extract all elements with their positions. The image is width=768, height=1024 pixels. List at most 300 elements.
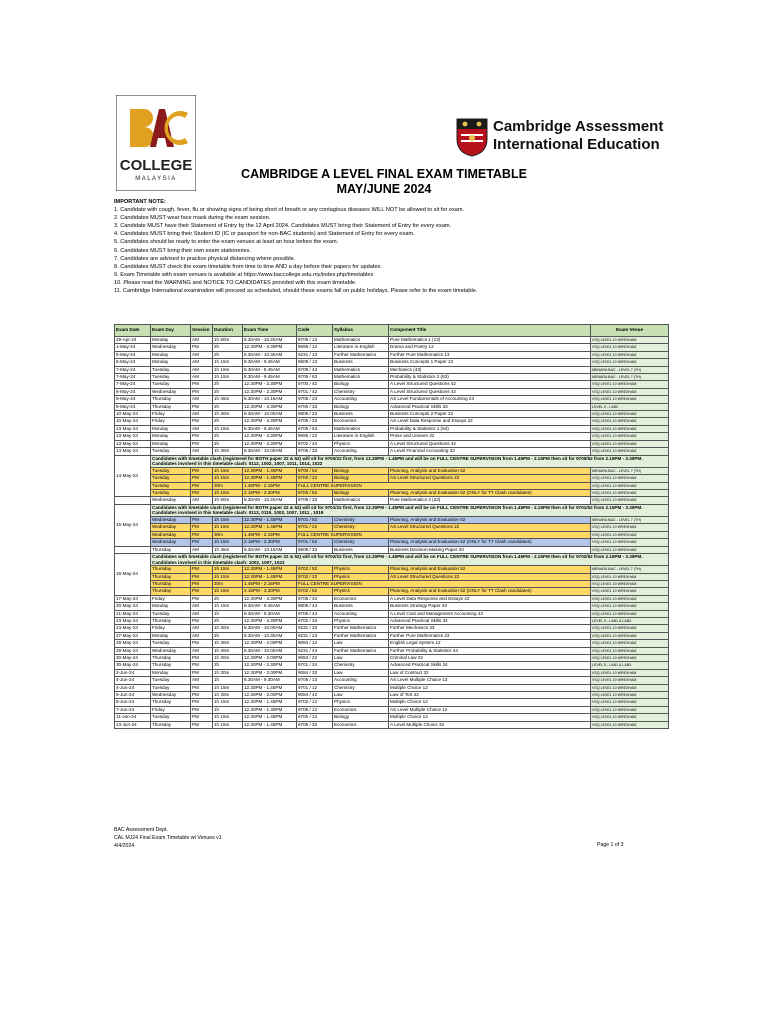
table-cell: 9231 / 13 <box>297 351 333 358</box>
clash-row <box>115 531 669 538</box>
table-cell: Thursday <box>151 588 191 595</box>
table-cell: Tuesday <box>151 467 191 474</box>
table-cell: A Level Structured Questions 42 <box>389 388 591 395</box>
table-cell: Pure Mathematics 1 (13) <box>389 337 591 344</box>
table-cell: 2h <box>213 440 243 447</box>
table-cell: 9695 / 12 <box>297 344 333 351</box>
table-cell: AS Level Multiple Choice 13 <box>389 677 591 684</box>
table-cell: VSQ LEVEL 10 WREXHAM <box>591 714 669 721</box>
note-item: 11. Cambridge International examination will proceed as scheduled, should these exams fall on public holidays. Please refer to the exam timetable. <box>114 288 478 295</box>
note-item: 1. Candidate with cough, fever, flu or showing signs of being short of breath or any contagious diseases WILL NOT be allowed to sit for exam. <box>114 207 465 214</box>
table-cell: PM <box>191 588 213 595</box>
table-cell: Further Pure Mathematics 23 <box>389 632 591 639</box>
table-cell: A Level Cost and Management Accounting 43 <box>389 610 591 617</box>
table-row <box>115 625 669 632</box>
table-cell: AM <box>191 396 213 403</box>
table-cell: AM <box>191 374 213 381</box>
table-cell: Wednesday <box>151 516 191 523</box>
table-cell: 2h <box>213 662 243 669</box>
table-row <box>115 617 669 624</box>
table-cell: FULL CENTRE SUPERVISION <box>297 531 591 538</box>
table-cell: VSQ LEVEL 10 WREXHAM <box>591 351 669 358</box>
table-cell: 1h 15m <box>213 516 243 523</box>
table-cell: VSQ LEVEL 10 WREXHAM <box>591 448 669 455</box>
table-cell: Candidates with timetable clash (registered for BOTH paper 22 & 52) will sit for 9702/22 first, from 12.30PM - 1.45PM and will be on FULL CENTRE SUPERVISION from 1.45PM - 2.15PM then sit for 9702/52 from 2.15PM - 3.30PM. Candidates involved in this timetable clash: 1002, 1007, 1022 <box>151 553 669 565</box>
table-cell: Thursday <box>151 662 191 669</box>
table-cell: VSQ LEVEL 10 WREXHAM <box>591 489 669 496</box>
table-cell: 8.30AM - 10.00AM <box>243 647 297 654</box>
table-cell: 28-May-24 <box>115 640 151 647</box>
table-cell: 9609 / 23 <box>297 411 333 418</box>
table-cell: Tuesday <box>151 482 191 489</box>
table-cell: Monday <box>151 337 191 344</box>
table-cell: 12.30PM - 2.30PM <box>243 433 297 440</box>
table-cell: PM <box>191 531 213 538</box>
table-cell: 12.30PM - 2.00PM <box>243 655 297 662</box>
table-cell: Tuesday <box>151 366 191 373</box>
table-cell: 1.45PM - 2.15PM <box>243 482 297 489</box>
table-cell: 9709 / 43 <box>297 366 333 373</box>
table-cell: 8.30AM - 9.30AM <box>243 610 297 617</box>
table-cell: 1h 30m <box>213 692 243 699</box>
table-cell: Wednesday <box>151 388 191 395</box>
table-cell: 8.30AM - 9.45AM <box>243 374 297 381</box>
table-cell: Friday <box>151 411 191 418</box>
table-cell: 12.30PM - 1.30PM <box>243 706 297 713</box>
table-cell: Further Mechanics 33 <box>389 625 591 632</box>
table-cell: 9231 / 43 <box>297 647 333 654</box>
table-cell: PM <box>191 692 213 699</box>
table-row <box>115 546 669 553</box>
table-cell: PM <box>191 489 213 496</box>
table-cell: 8.30AM - 9.45AM <box>243 366 297 373</box>
table-cell: 9701 / 34 <box>297 662 333 669</box>
table-cell: Business <box>333 411 389 418</box>
table-cell: FULL CENTRE SUPERVISION <box>297 580 591 587</box>
table-cell: 30m <box>213 482 243 489</box>
table-row <box>115 396 669 403</box>
table-cell: VSQ LEVEL 10 WREXHAM <box>591 595 669 602</box>
table-cell: AM <box>191 647 213 654</box>
footer-date: 4/4/2024 <box>114 843 135 849</box>
table-cell: Business <box>333 359 389 366</box>
table-cell: PM <box>191 516 213 523</box>
table-cell: Physics <box>333 699 389 706</box>
table-cell: AM <box>191 337 213 344</box>
table-cell: A Level Financial Accounting 33 <box>389 448 591 455</box>
table-cell: A Level Structured Questions 42 <box>389 440 591 447</box>
table-cell: VSQ LEVEL 10 WREXHAM <box>591 706 669 713</box>
logo-country-text: MALAYSIA <box>135 176 177 182</box>
table-cell: 1.45PM - 2.15PM <box>243 580 297 587</box>
table-cell: Thursday <box>151 566 191 573</box>
cambridge-crest-icon <box>455 117 489 157</box>
table-cell: 7-May-24 <box>115 366 151 373</box>
table-cell: 9708 / 42 <box>297 595 333 602</box>
table-cell: 9700 / 52 <box>297 467 333 474</box>
footer <box>114 826 222 850</box>
table-cell: Advanced Practical Skills 33 <box>389 403 591 410</box>
table-cell: 12.30PM - 2.00PM <box>243 640 297 647</box>
table-cell: 1h 15m <box>213 566 243 573</box>
table-cell: Tuesday <box>151 381 191 388</box>
table-cell: 9702 / 42 <box>297 440 333 447</box>
table-cell: VSQ LEVEL 10 WREXHAM <box>591 632 669 639</box>
table-cell: AM <box>191 497 213 504</box>
table-cell: VSQ LEVEL 10 WREXHAM <box>591 610 669 617</box>
table-cell: A Level Multiple Choice 32 <box>389 721 591 728</box>
table-cell: VSQ LEVEL 10 WREXHAM <box>591 440 669 447</box>
table-cell: Law of Contract 32 <box>389 669 591 676</box>
table-cell: 12.30PM - 2.30PM <box>243 381 297 388</box>
table-cell: 9084 / 42 <box>297 692 333 699</box>
table-cell: 1h 15m <box>213 524 243 531</box>
table-cell: 1h 30m <box>213 625 243 632</box>
cambridge-line2: International Education <box>493 136 660 153</box>
table-cell: PM <box>191 467 213 474</box>
table-cell: 1h 15m <box>213 425 243 432</box>
table-cell: VSQ LEVEL 10 WREXHAM <box>591 546 669 553</box>
table-cell: Candidates with timetable clash (registered for BOTH paper 22 & 52) will sit for 9701/22 first, from 12.30PM - 1.45PM and will be on FULL CENTRE SUPERVISION from 1.45PM - 2.15PM then sit for 9701/52 from 2.15PM - 3.30PM. Candidates involved in this timetable clash: 0113, 0119, 1002, 1007, 1011 , 1019 <box>151 504 669 516</box>
table-cell: PM <box>191 714 213 721</box>
table-cell: Monday <box>151 359 191 366</box>
table-cell: 14-May-24 <box>115 448 151 455</box>
table-row <box>115 706 669 713</box>
table-row <box>115 366 669 373</box>
table-cell: 9708 / 12 <box>297 706 333 713</box>
table-cell: 1h 30m <box>213 640 243 647</box>
table-cell: 13-May-24 <box>115 440 151 447</box>
table-cell: Advanced Practical Skills 34 <box>389 617 591 624</box>
clash-row <box>115 467 669 474</box>
table-cell: Thursday <box>151 396 191 403</box>
table-cell: 12.30PM - 1.45PM <box>243 684 297 691</box>
table-cell: Mathematics <box>333 497 389 504</box>
table-row <box>115 433 669 440</box>
table-cell: VSQ LEVEL 10 WREXHAM <box>591 344 669 351</box>
table-cell: Tuesday <box>151 677 191 684</box>
table-cell: AM <box>191 411 213 418</box>
clash-row <box>115 482 669 489</box>
table-cell: AS Level Fundamentals of Accounting 23 <box>389 396 591 403</box>
table-cell: Tuesday <box>151 684 191 691</box>
table-cell: 1h 15m <box>213 699 243 706</box>
table-cell: 1h 15m <box>213 573 243 580</box>
table-cell: 2.15PM - 3.30PM <box>243 489 297 496</box>
page-title: CAMBRIDGE A LEVEL FINAL EXAM TIMETABLE <box>241 167 527 181</box>
table-cell: VSQ LEVEL 10 WREXHAM <box>591 677 669 684</box>
table-cell: Chemistry <box>333 539 389 546</box>
table-cell: 9701 / 52 <box>297 539 333 546</box>
table-cell: VSQ LEVEL 10 WREXHAM <box>591 418 669 425</box>
table-cell: 12.30PM - 1.45PM <box>243 699 297 706</box>
table-cell: Business Decision-Making Paper 33 <box>389 546 591 553</box>
table-cell: Business Strategy Paper 43 <box>389 603 591 610</box>
table-cell: Monday <box>151 440 191 447</box>
table-row <box>115 411 669 418</box>
table-cell: 15-May-24 <box>115 497 151 504</box>
table-cell: Planning, Analysis and Evaluation 52 (ONLY for TT Clash candidates) <box>389 588 591 595</box>
table-cell: 9701 / 22 <box>297 524 333 531</box>
table-cell: 1h 15m <box>213 721 243 728</box>
table-cell: 9609 / 43 <box>297 603 333 610</box>
table-cell: 9708 / 22 <box>297 418 333 425</box>
table-cell: 9231 / 33 <box>297 625 333 632</box>
table-cell: 6-Jun-24 <box>115 699 151 706</box>
table-cell: PM <box>191 655 213 662</box>
table-cell: VSQ LEVEL 10 WREXHAM <box>591 588 669 595</box>
table-cell: 16-May-24 <box>115 553 151 595</box>
table-cell: Tuesday <box>151 374 191 381</box>
note-item: 4. Candidates MUST bring their Student ID (IC or passport for non-BAC students) and Statement of Entry for every exam. <box>114 231 415 238</box>
table-cell: 9702 / 52 <box>297 566 333 573</box>
col-header: Component Title <box>389 325 591 337</box>
table-cell: Candidates with timetable clash (registered for BOTH paper 22 & 52) will sit for 9700/22 first, from 12.30PM - 1.45PM and will be on FULL CENTRE SUPERVISION from 1.45PM - 2.15PM then sit for 9700/52 from 2.15PM - 3.30PM. Candidates involved in this timetable clash: 0112, 1002, 1007, 1011, 1014, 1022 <box>151 455 669 467</box>
table-cell: MENARA BAC - LEVEL 7 (TH) <box>591 366 669 373</box>
notes-header: IMPORTANT NOTE: <box>114 199 166 205</box>
table-cell: 1h 30m <box>213 655 243 662</box>
table-cell: 1h 45m <box>213 396 243 403</box>
table-cell: 20-May-24 <box>115 603 151 610</box>
table-cell: Law <box>333 692 389 699</box>
exam-timetable <box>114 324 669 729</box>
table-cell: Planning, Analysis and Evaluation 52 <box>389 467 591 474</box>
note-item: 10. Please read the WARNING and NOTICE TO CANDIDATES provided with this exam timetable. <box>114 279 357 286</box>
table-cell: Pure Mathematics 3 (33) <box>389 497 591 504</box>
table-cell: 12.30PM - 2.30PM <box>243 595 297 602</box>
table-cell: 12.30PM - 1.45PM <box>243 721 297 728</box>
note-item: 7. Candidates are advised to practice physical distancing where possible. <box>114 255 296 262</box>
table-cell: Biology <box>333 475 389 482</box>
table-cell: AM <box>191 632 213 639</box>
col-header: Session <box>191 325 213 337</box>
table-cell: Economics <box>333 706 389 713</box>
table-cell: 9706 / 13 <box>297 677 333 684</box>
table-cell: Monday <box>151 603 191 610</box>
table-cell: 1h 15m <box>213 489 243 496</box>
table-cell: 9702 / 12 <box>297 699 333 706</box>
table-cell: Biology <box>333 489 389 496</box>
timetable-body <box>115 337 669 729</box>
table-cell: Further Mathematics <box>333 625 389 632</box>
table-cell: 9702 / 34 <box>297 617 333 624</box>
table-cell: Accounting <box>333 610 389 617</box>
table-cell: 9-May-24 <box>115 403 151 410</box>
table-cell: 10-May-24 <box>115 418 151 425</box>
clash-row <box>115 580 669 587</box>
table-cell: 9709 / 53 <box>297 425 333 432</box>
table-cell: AS Level Multiple Choice 12 <box>389 706 591 713</box>
table-cell: 9700 / 42 <box>297 381 333 388</box>
table-cell: AM <box>191 603 213 610</box>
clash-row <box>115 539 669 546</box>
note-item: 2. Candidates MUST wear face mask during the exam session. <box>114 215 271 222</box>
table-cell: 4-Jun-24 <box>115 677 151 684</box>
table-cell: Biology <box>333 403 389 410</box>
table-cell: 2h <box>213 351 243 358</box>
table-cell: VSQ LEVEL 10 WREXHAM <box>591 359 669 366</box>
table-cell: PM <box>191 403 213 410</box>
table-cell: 12.30PM - 1.45PM <box>243 524 297 531</box>
table-cell: VSQ LEVEL 10 WREXHAM <box>591 337 669 344</box>
table-cell: Thursday <box>151 699 191 706</box>
table-cell: 9709 / 63 <box>297 374 333 381</box>
table-cell: AM <box>191 546 213 553</box>
table-cell: Drama and Poetry 12 <box>389 344 591 351</box>
table-cell: Further Mathematics <box>333 647 389 654</box>
cambridge-logo <box>455 117 664 159</box>
table-cell: Literature in English <box>333 433 389 440</box>
table-cell: Tuesday <box>151 448 191 455</box>
clash-row <box>115 489 669 496</box>
table-cell: 2h <box>213 381 243 388</box>
col-header: Exam Time <box>243 325 297 337</box>
table-row <box>115 632 669 639</box>
table-cell: 1h 15m <box>213 714 243 721</box>
table-cell: Monday <box>151 351 191 358</box>
table-cell: 12.30PM - 1.45PM <box>243 475 297 482</box>
clash-row <box>115 573 669 580</box>
table-cell: VSQ LEVEL 10 WREXHAM <box>591 396 669 403</box>
table-cell: PM <box>191 595 213 602</box>
table-cell: Thursday <box>151 655 191 662</box>
table-cell: VSQ LEVEL 10 WREXHAM <box>591 647 669 654</box>
table-cell: Tuesday <box>151 475 191 482</box>
table-row <box>115 640 669 647</box>
table-cell: Thursday <box>151 403 191 410</box>
table-cell: VSQ LEVEL 10 WREXHAM <box>591 425 669 432</box>
table-row <box>115 403 669 410</box>
table-cell: 9084 / 32 <box>297 669 333 676</box>
table-cell: Chemistry <box>333 684 389 691</box>
table-cell: PM <box>191 640 213 647</box>
table-cell: PM <box>191 566 213 573</box>
table-cell: Mathematics <box>333 425 389 432</box>
table-cell: 12.30PM - 2.30PM <box>243 418 297 425</box>
table-cell: 9700 / 12 <box>297 714 333 721</box>
table-row <box>115 603 669 610</box>
table-cell: 12.30PM - 2.30PM <box>243 344 297 351</box>
table-cell: PM <box>191 381 213 388</box>
table-cell: VSQ LEVEL 10 WREXHAM <box>591 669 669 676</box>
table-cell: 1h 30m <box>213 647 243 654</box>
table-cell: PM <box>191 721 213 728</box>
table-cell: 5-Jun-24 <box>115 692 151 699</box>
table-cell: 9701 / 52 <box>297 516 333 523</box>
table-cell: VSQ LEVEL 10 WREXHAM <box>591 531 669 538</box>
table-cell: LEVEL 5 - LAB1 & LAB3 <box>591 662 669 669</box>
table-cell: PM <box>191 433 213 440</box>
table-cell: 9706 / 43 <box>297 610 333 617</box>
table-cell: Criminal Law 22 <box>389 655 591 662</box>
clash-row <box>115 516 669 523</box>
table-cell: 16-May-24 <box>115 546 151 553</box>
table-cell: 30-May-24 <box>115 655 151 662</box>
table-cell: VSQ LEVEL 10 WREXHAM <box>591 475 669 482</box>
table-cell: PM <box>191 475 213 482</box>
table-cell: Wednesday <box>151 647 191 654</box>
table-cell: AS Level Structured Questions 22 <box>389 573 591 580</box>
table-cell: 12.30PM - 1.45PM <box>243 573 297 580</box>
table-cell: Planning, Analysis and Evaluation 52 (ONLY for TT Clash candidates) <box>389 539 591 546</box>
table-cell: 1h 15m <box>213 475 243 482</box>
table-cell: PM <box>191 573 213 580</box>
table-cell: FULL CENTRE SUPERVISION <box>297 482 591 489</box>
table-cell: 2h <box>213 388 243 395</box>
table-row <box>115 344 669 351</box>
table-cell: 1h 30m <box>213 411 243 418</box>
table-cell: 2h <box>213 595 243 602</box>
table-cell: 13-May-24 <box>115 433 151 440</box>
table-cell: 2h <box>213 632 243 639</box>
table-cell: LEVEL 5 - LAB1 & LAB2 <box>591 617 669 624</box>
table-cell: 7-May-24 <box>115 374 151 381</box>
table-cell: 12.30PM - 2.00PM <box>243 669 297 676</box>
table-header-row <box>115 325 669 337</box>
table-cell: 8-May-24 <box>115 388 151 395</box>
table-cell: 9701 / 12 <box>297 684 333 691</box>
table-cell: Wednesday <box>151 497 191 504</box>
table-cell: VSQ LEVEL 10 WREXHAM <box>591 684 669 691</box>
table-cell: 27-May-24 <box>115 632 151 639</box>
table-cell: 9702 / 52 <box>297 588 333 595</box>
table-cell: Tuesday <box>151 714 191 721</box>
table-cell: 1h <box>213 677 243 684</box>
table-row <box>115 699 669 706</box>
table-cell: AM <box>191 625 213 632</box>
table-cell: Multiple Choice 12 <box>389 684 591 691</box>
table-cell: A Level Structured Questions 42 <box>389 381 591 388</box>
table-cell: PM <box>191 699 213 706</box>
table-cell: AM <box>191 351 213 358</box>
table-row <box>115 418 669 425</box>
table-cell: 10-May-24 <box>115 411 151 418</box>
table-cell: Business Concepts 2 Paper 23 <box>389 411 591 418</box>
table-cell: 30-May-24 <box>115 662 151 669</box>
table-cell: 12.30PM - 2.30PM <box>243 617 297 624</box>
col-header: Syllabus <box>333 325 389 337</box>
table-cell: Physics <box>333 440 389 447</box>
table-cell: English Legal System 12 <box>389 640 591 647</box>
table-cell: Multiple Choice 12 <box>389 714 591 721</box>
table-cell: Tuesday <box>151 489 191 496</box>
table-cell: Mathematics <box>333 337 389 344</box>
table-cell: 8.30AM - 10.30AM <box>243 351 297 358</box>
table-cell: 15-May-24 <box>115 504 151 546</box>
table-row <box>115 677 669 684</box>
table-cell: Chemistry <box>333 388 389 395</box>
table-cell: 12.30PM - 2.30PM <box>243 388 297 395</box>
table-cell: Thursday <box>151 546 191 553</box>
table-cell: 9701 / 42 <box>297 388 333 395</box>
table-cell: 9695 / 22 <box>297 433 333 440</box>
table-cell: 1h 15m <box>213 366 243 373</box>
table-cell: VSQ LEVEL 10 WREXHAM <box>591 539 669 546</box>
table-cell: PM <box>191 388 213 395</box>
table-cell: VSQ LEVEL 10 WREXHAM <box>591 655 669 662</box>
table-cell: 14-May-24 <box>115 455 151 497</box>
table-cell: 9708 / 32 <box>297 721 333 728</box>
clash-row <box>115 566 669 573</box>
table-cell: 8.30AM - 10.00AM <box>243 625 297 632</box>
table-cell: Further Pure Mathematics 13 <box>389 351 591 358</box>
table-cell: PM <box>191 669 213 676</box>
clash-banner-row <box>115 455 669 467</box>
table-row <box>115 595 669 602</box>
table-cell: 1h 15m <box>213 359 243 366</box>
table-cell: Tuesday <box>151 610 191 617</box>
table-cell: Law <box>333 669 389 676</box>
